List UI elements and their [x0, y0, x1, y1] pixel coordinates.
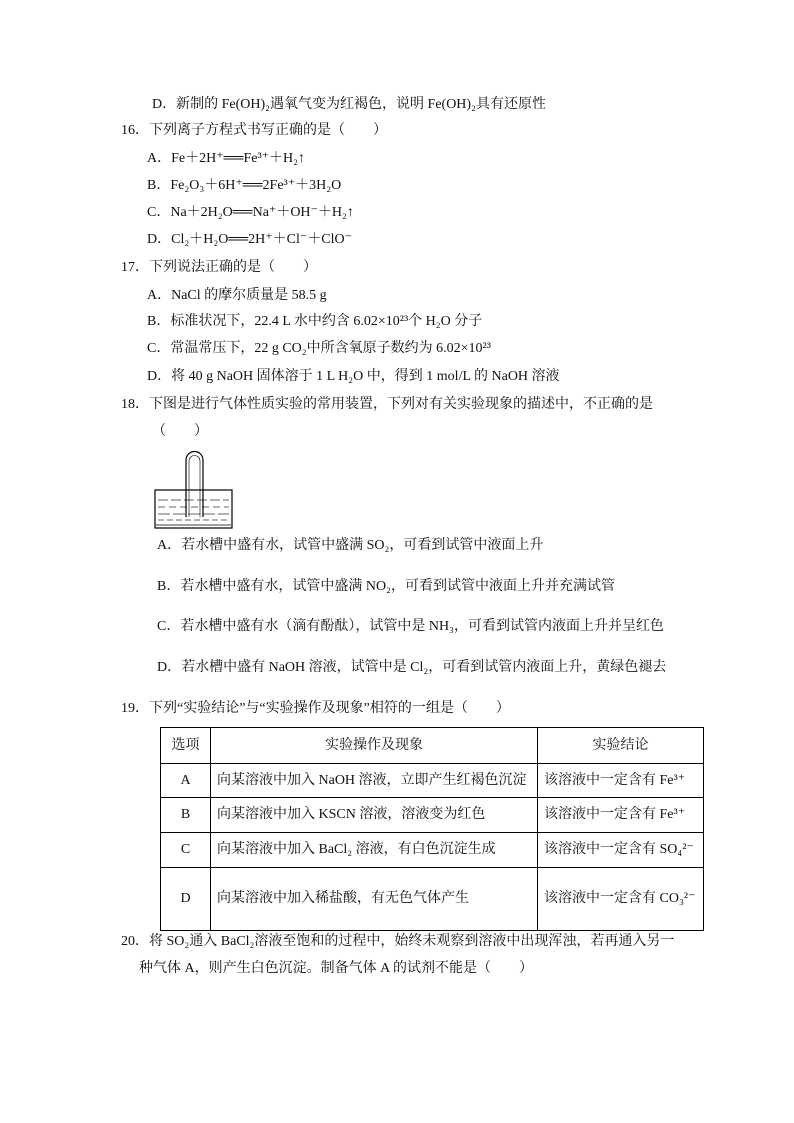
header-option: 选项	[161, 728, 211, 764]
q18-option-a: A．若水槽中盛有水，试管中盛满 SO₂，可看到试管中液面上升	[157, 538, 544, 553]
table-row	[161, 798, 704, 833]
q17-option-d: D．将 40 g NaOH 固体溶于 1 L H₂O 中，得到 1 mol/L 的 NaOH 溶液	[147, 369, 560, 384]
test-tube-inner-wall	[189, 456, 200, 517]
water-trough	[155, 490, 232, 528]
q17-option-c: C．常温常压下，22 g CO₂中所含氧原子数约为 6.02×10²³	[147, 341, 491, 356]
q18-option-b: B．若水槽中盛有水，试管中盛满 NO₂，可看到试管中液面上升并充满试管	[157, 579, 615, 594]
q16-option-c: C．Na＋2H₂O══Na⁺＋OH⁻＋H₂↑	[147, 205, 354, 220]
row-operation: 向某溶液中加入稀盐酸，有无色气体产生	[211, 868, 538, 931]
row-conclusion: 该溶液中一定含有 CO₃²⁻	[538, 868, 704, 931]
q19-experiment-table	[160, 727, 704, 931]
q17-option-b: B．标准状况下，22.4 L 水中约含 6.02×10²³个 H₂O 分子	[147, 314, 483, 329]
q16-option-d: D．Cl₂＋H₂O══2H⁺＋Cl⁻＋ClO⁻	[147, 232, 353, 247]
row-option: C	[161, 833, 211, 868]
row-operation: 向某溶液中加入 KSCN 溶液，溶液变为红色	[211, 798, 538, 833]
q20-stem-line-1: 20．将 SO₂通入 BaCl₂溶液至饱和的过程中，始终未观察到溶液中出现浑浊，若再通入另一	[121, 934, 675, 949]
q20-stem-line-2: 种气体 A，则产生白色沉淀。制备气体 A 的试剂不能是（ ）	[139, 961, 533, 976]
table-row	[161, 833, 704, 868]
table-header-row	[161, 728, 704, 764]
row-conclusion: 该溶液中一定含有 Fe³⁺	[538, 798, 704, 833]
row-option: D	[161, 868, 211, 931]
q17-stem: 17．下列说法正确的是（ ）	[121, 260, 317, 275]
q18-answer-blank: （ ）	[152, 424, 208, 439]
q18-option-c: C．若水槽中盛有水（滴有酚酞），试管中是 NH₃，可看到试管内液面上升并呈红色	[157, 619, 664, 634]
table-row	[161, 868, 704, 931]
row-conclusion: 该溶液中一定含有 SO₄²⁻	[538, 833, 704, 868]
row-conclusion: 该溶液中一定含有 Fe³⁺	[538, 764, 704, 798]
q18-option-d: D．若水槽中盛有 NaOH 溶液，试管中是 Cl₂，可看到试管内液面上升，黄绿色褪去	[157, 660, 667, 675]
q16-option-a: A．Fe＋2H⁺══Fe³⁺＋H₂↑	[147, 151, 306, 166]
row-operation: 向某溶液中加入 NaOH 溶液，立即产生红褐色沉淀	[211, 764, 538, 798]
q19-stem: 19．下列“实验结论”与“实验操作及现象”相符的一组是（ ）	[121, 701, 510, 716]
row-option: A	[161, 764, 211, 798]
q16-option-b: B．Fe₂O₃＋6H⁺══2Fe³⁺＋3H₂O	[147, 178, 342, 193]
header-conclusion: 实验结论	[538, 728, 704, 764]
header-operation: 实验操作及现象	[211, 728, 538, 764]
q16-stem: 16．下列离子方程式书写正确的是（ ）	[121, 123, 387, 138]
q15-option-d: D．新制的 Fe(OH)₂遇氧气变为红褐色，说明 Fe(OH)₂具有还原性	[152, 97, 546, 112]
table-row	[161, 764, 704, 798]
row-operation: 向某溶液中加入 BaCl₂ 溶液，有白色沉淀生成	[211, 833, 538, 868]
row-option: B	[161, 798, 211, 833]
q17-option-a: A．NaCl 的摩尔质量是 58.5 g	[147, 288, 327, 303]
gas-experiment-apparatus-figure	[150, 447, 240, 533]
q18-stem: 18．下图是进行气体性质实验的常用装置，下列对有关实验现象的描述中，不正确的是	[121, 397, 653, 412]
